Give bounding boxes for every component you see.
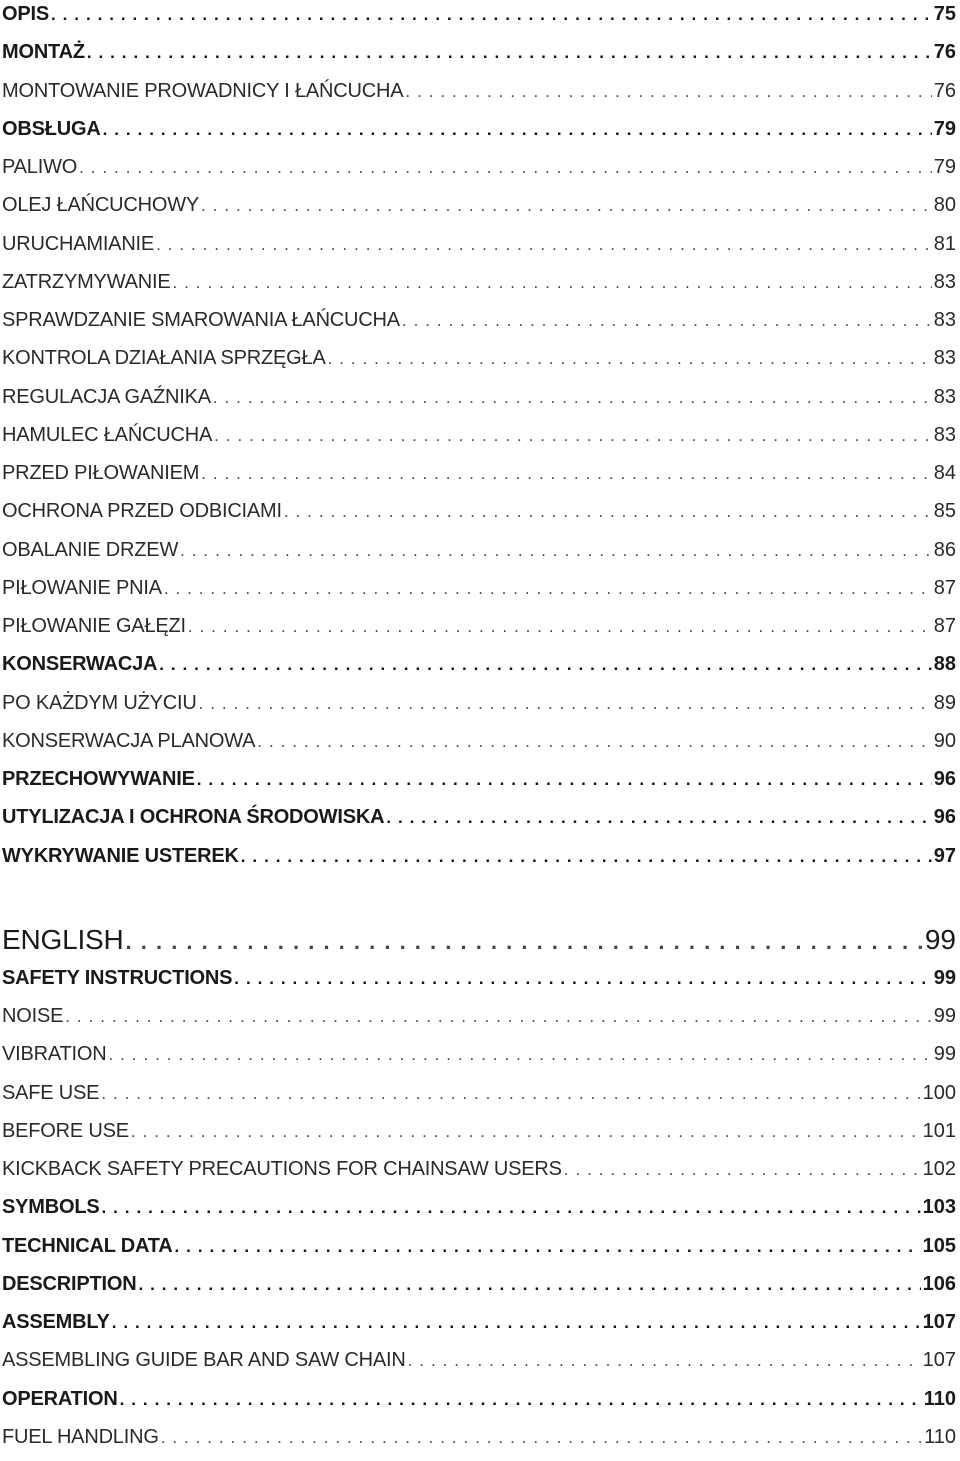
toc-entry[interactable] (2, 344, 956, 382)
leader-dots (201, 194, 932, 218)
toc-entry[interactable] (2, 38, 956, 76)
toc-entry-label: SAFE USE (2, 1081, 100, 1104)
toc-entry-page: 99 (933, 1005, 956, 1027)
toc-entry-label: OBSŁUGA (2, 117, 101, 140)
toc-entry-label: DESCRIPTION (2, 1272, 137, 1295)
toc-entry-label: MONTAŻ (2, 41, 85, 64)
toc-entry[interactable] (2, 536, 956, 574)
leader-dots (188, 615, 932, 639)
toc-entry-page: 75 (933, 3, 956, 25)
toc-entry-label: KONSERWACJA PLANOWA (2, 729, 256, 752)
toc-entry-page: 100 (922, 1081, 956, 1104)
toc-entry-page: 81 (933, 232, 956, 255)
toc-entry[interactable] (2, 1308, 956, 1346)
leader-dots (173, 271, 932, 295)
toc-entry-label: SAFETY INSTRUCTIONS (2, 966, 233, 989)
english-toc-list (2, 964, 956, 1461)
leader-dots (213, 386, 932, 410)
toc-entry-page: 103 (922, 1196, 956, 1219)
leader-dots (284, 500, 932, 524)
toc-entry[interactable] (2, 1423, 956, 1461)
toc-entry-label: ZATRZYMYWANIE (2, 270, 171, 293)
leader-dots (109, 1043, 932, 1067)
toc-entry[interactable] (2, 964, 956, 1002)
toc-entry-page: 85 (933, 500, 956, 523)
toc-entry-page: 102 (922, 1158, 956, 1180)
toc-entry-label: OCHRONA PRZED ODBICIAMI (2, 500, 282, 523)
toc-entry-page: 83 (933, 385, 956, 408)
toc-entry-page: 90 (933, 729, 956, 752)
toc-entry-page: 83 (933, 309, 956, 331)
polish-toc-list (2, 0, 956, 880)
toc-entry-label: PIŁOWANIE PNIA (2, 576, 162, 599)
leader-dots (161, 1426, 922, 1450)
toc-entry-label: ASSEMBLING GUIDE BAR AND SAW CHAIN (2, 1349, 406, 1372)
toc-entry-label: PO KAŻDYM UŻYCIU (2, 691, 197, 714)
toc-entry[interactable] (2, 650, 956, 688)
leader-dots (131, 1120, 921, 1144)
toc-entry[interactable] (2, 1079, 956, 1117)
toc-entry-label: SYMBOLS (2, 1196, 100, 1219)
toc-entry-page: 96 (933, 768, 956, 790)
toc-entry-label: PIŁOWANIE GAŁĘZI (2, 615, 186, 637)
leader-dots (405, 80, 931, 104)
toc-entry-page: 79 (933, 117, 956, 140)
toc-entry[interactable] (2, 306, 956, 344)
toc-entry-label: KONTROLA DZIAŁANIA SPRZĘGŁA (2, 347, 326, 370)
toc-entry-label: NOISE (2, 1005, 64, 1027)
leader-dots (112, 1311, 921, 1335)
toc-entry[interactable] (2, 268, 956, 306)
toc-entry-page: 76 (933, 41, 956, 64)
toc-entry[interactable] (2, 421, 956, 459)
leader-dots (87, 41, 932, 65)
toc-entry-label: VIBRATION (2, 1043, 107, 1066)
leader-dots (201, 462, 932, 486)
toc-entry-label: KONSERWACJA (2, 653, 158, 676)
toc-entry-page: 79 (933, 156, 956, 178)
toc-entry-label: PALIWO (2, 156, 78, 178)
leader-dots (138, 1273, 920, 1297)
leader-dots (164, 577, 932, 601)
toc-entry-page: 84 (933, 462, 956, 484)
leader-dots (241, 845, 932, 869)
leader-dots (175, 1235, 921, 1259)
toc-entry-page: 106 (922, 1272, 956, 1295)
toc-entry[interactable] (2, 842, 956, 880)
toc-entry-label: OPIS (2, 3, 49, 25)
toc-entry[interactable] (2, 1385, 956, 1423)
leader-dots (199, 692, 932, 716)
toc-entry-label: FUEL HANDLING (2, 1425, 159, 1448)
toc-entry-label: ASSEMBLY (2, 1311, 110, 1333)
toc-entry-page: 99 (933, 1043, 956, 1066)
toc-entry-page: 97 (933, 844, 956, 867)
toc-section-english[interactable] (2, 918, 956, 964)
leader-dots (197, 768, 932, 792)
toc-entry-label: HAMULEC ŁAŃCUCHA (2, 423, 213, 446)
leader-dots (101, 1082, 920, 1106)
toc-entry-page: 83 (933, 270, 956, 293)
leader-dots (257, 730, 931, 754)
toc-entry[interactable] (2, 1155, 956, 1193)
toc-entry-page: 87 (933, 576, 956, 599)
toc-entry[interactable] (2, 115, 956, 153)
leader-dots (156, 233, 932, 257)
leader-dots (79, 156, 932, 180)
toc-entry-page: 83 (933, 347, 956, 370)
toc-entry-page: 83 (933, 423, 956, 446)
toc-section-label: ENGLISH (2, 923, 124, 955)
toc-entry-page: 107 (922, 1349, 956, 1372)
toc-entry-page: 89 (933, 691, 956, 714)
toc-entry-label: SPRAWDZANIE SMAROWANIA ŁAŃCUCHA (2, 309, 400, 331)
leader-dots (214, 424, 932, 448)
toc-entry-page: 101 (922, 1119, 956, 1142)
toc-entry[interactable] (2, 459, 956, 497)
toc-entry-label: OBALANIE DRZEW (2, 538, 179, 561)
toc-entry-label: TECHNICAL DATA (2, 1234, 173, 1257)
toc-entry[interactable] (2, 0, 956, 38)
toc-entry[interactable] (2, 191, 956, 229)
toc-entry[interactable] (2, 803, 956, 841)
toc-entry[interactable] (2, 765, 956, 803)
leader-dots (159, 653, 932, 677)
toc-entry[interactable] (2, 1270, 956, 1308)
leader-dots (402, 309, 932, 333)
leader-dots (564, 1158, 921, 1182)
toc-entry[interactable] (2, 153, 956, 191)
toc-entry-label: PRZECHOWYWANIE (2, 768, 195, 790)
leader-dots (65, 1005, 932, 1029)
toc-entry[interactable] (2, 1040, 956, 1078)
toc-entry[interactable] (2, 727, 956, 765)
toc-entry[interactable] (2, 77, 956, 115)
toc-entry-page: 87 (933, 615, 956, 637)
toc-entry-page: 107 (922, 1311, 956, 1333)
toc-entry-label: OLEJ ŁAŃCUCHOWY (2, 194, 200, 217)
toc-entry-label: BEFORE USE (2, 1119, 129, 1142)
toc-entry[interactable] (2, 383, 956, 421)
toc-entry-label: UTYLIZACJA I OCHRONA ŚRODOWISKA (2, 806, 385, 829)
toc-section-page: 99 (924, 923, 956, 955)
leader-dots (102, 1196, 921, 1220)
leader-dots (386, 806, 931, 830)
toc-entry[interactable] (2, 1193, 956, 1231)
toc-entry[interactable] (2, 574, 956, 612)
table-of-contents (2, 0, 956, 1461)
toc-entry-label: WYKRYWANIE USTEREK (2, 844, 239, 867)
toc-entry-label: PRZED PIŁOWANIEM (2, 462, 200, 484)
toc-entry-label: REGULACJA GAŹNIKA (2, 385, 211, 408)
toc-entry[interactable] (2, 230, 956, 268)
toc-entry-label: URUCHAMIANIE (2, 232, 155, 255)
toc-entry-page: 96 (933, 806, 956, 829)
leader-dots (180, 539, 932, 563)
toc-entry-page: 86 (933, 538, 956, 561)
toc-entry[interactable] (2, 497, 956, 535)
section-spacer (2, 880, 956, 918)
toc-entry-page: 80 (933, 194, 956, 217)
toc-entry[interactable] (2, 689, 956, 727)
toc-entry-label: KICKBACK SAFETY PRECAUTIONS FOR CHAINSAW USERS (2, 1158, 562, 1180)
leader-dots (120, 1388, 922, 1412)
leader-dots (51, 3, 932, 27)
toc-entry-page: 110 (923, 1387, 956, 1410)
leader-dots (328, 347, 932, 371)
toc-entry[interactable] (2, 1002, 956, 1040)
leader-dots (126, 926, 923, 958)
toc-entry[interactable] (2, 1346, 956, 1384)
toc-entry-page: 88 (933, 653, 956, 676)
toc-entry[interactable] (2, 1232, 956, 1270)
toc-entry[interactable] (2, 612, 956, 650)
leader-dots (408, 1349, 921, 1373)
toc-entry[interactable] (2, 1117, 956, 1155)
leader-dots (103, 118, 932, 142)
toc-entry-label: OPERATION (2, 1387, 118, 1410)
toc-entry-page: 76 (933, 79, 956, 102)
toc-entry-page: 99 (933, 966, 956, 989)
toc-entry-page: 105 (922, 1234, 956, 1257)
toc-entry-page: 110 (924, 1425, 956, 1448)
leader-dots (234, 967, 931, 991)
toc-entry-label: MONTOWANIE PROWADNICY I ŁAŃCUCHA (2, 79, 404, 102)
